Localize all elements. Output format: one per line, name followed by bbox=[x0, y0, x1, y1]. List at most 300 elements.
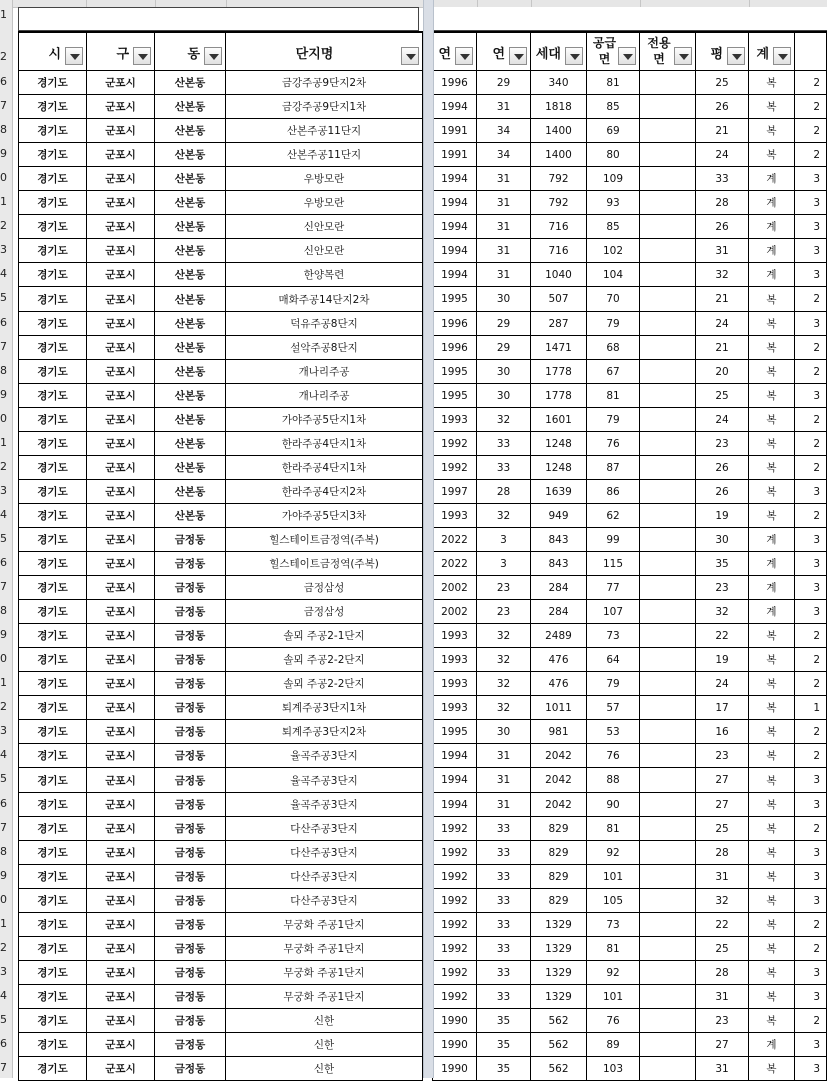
table-cell[interactable] bbox=[432, 1057, 477, 1081]
table-cell[interactable] bbox=[18, 600, 87, 624]
title-row-cell[interactable] bbox=[434, 7, 827, 31]
table-cell[interactable] bbox=[587, 191, 640, 215]
table-cell[interactable] bbox=[696, 937, 749, 961]
table-cell[interactable] bbox=[749, 1009, 795, 1033]
table-cell[interactable] bbox=[749, 215, 795, 239]
table-cell[interactable] bbox=[226, 1057, 423, 1081]
table-cell[interactable] bbox=[226, 312, 423, 336]
table-cell[interactable] bbox=[696, 528, 749, 552]
table-cell[interactable] bbox=[640, 624, 696, 648]
row-number[interactable]: 5 bbox=[0, 532, 7, 545]
table-cell[interactable] bbox=[477, 215, 531, 239]
table-cell[interactable] bbox=[640, 239, 696, 263]
table-cell[interactable] bbox=[531, 865, 587, 889]
table-cell[interactable] bbox=[87, 985, 155, 1009]
table-cell[interactable] bbox=[226, 95, 423, 119]
table-cell[interactable] bbox=[531, 937, 587, 961]
row-number[interactable]: 3 bbox=[0, 484, 7, 497]
table-cell[interactable] bbox=[477, 480, 531, 504]
table-cell[interactable] bbox=[696, 985, 749, 1009]
table-cell[interactable] bbox=[18, 336, 87, 360]
table-cell[interactable] bbox=[749, 336, 795, 360]
table-cell[interactable] bbox=[696, 480, 749, 504]
table-cell[interactable] bbox=[696, 119, 749, 143]
table-cell[interactable] bbox=[795, 865, 827, 889]
table-cell[interactable] bbox=[87, 480, 155, 504]
table-cell[interactable] bbox=[226, 287, 423, 312]
table-cell[interactable] bbox=[795, 336, 827, 360]
table-cell[interactable] bbox=[87, 95, 155, 119]
table-cell[interactable] bbox=[226, 71, 423, 95]
table-cell[interactable] bbox=[749, 552, 795, 576]
table-cell[interactable] bbox=[432, 744, 477, 768]
table-cell[interactable] bbox=[696, 624, 749, 648]
table-cell[interactable] bbox=[18, 768, 87, 793]
table-cell[interactable] bbox=[640, 1009, 696, 1033]
filter-dropdown-icon[interactable] bbox=[674, 47, 692, 65]
table-cell[interactable] bbox=[696, 215, 749, 239]
table-cell[interactable] bbox=[795, 119, 827, 143]
table-cell[interactable] bbox=[640, 985, 696, 1009]
row-number[interactable]: 6 bbox=[0, 1037, 7, 1050]
table-cell[interactable] bbox=[432, 937, 477, 961]
table-cell[interactable] bbox=[795, 552, 827, 576]
row-number[interactable]: 3 bbox=[0, 965, 7, 978]
table-cell[interactable] bbox=[795, 793, 827, 817]
table-cell[interactable] bbox=[87, 312, 155, 336]
table-cell[interactable] bbox=[432, 985, 477, 1009]
table-cell[interactable] bbox=[18, 167, 87, 191]
table-cell[interactable] bbox=[696, 504, 749, 528]
table-cell[interactable] bbox=[696, 263, 749, 287]
table-cell[interactable] bbox=[587, 504, 640, 528]
table-cell[interactable] bbox=[477, 576, 531, 600]
table-cell[interactable] bbox=[87, 552, 155, 576]
table-cell[interactable] bbox=[749, 71, 795, 95]
table-cell[interactable] bbox=[87, 191, 155, 215]
table-cell[interactable] bbox=[531, 913, 587, 937]
table-cell[interactable] bbox=[587, 961, 640, 985]
row-number[interactable]: 6 bbox=[0, 75, 7, 88]
row-number[interactable]: 2 bbox=[0, 700, 7, 713]
row-number[interactable]: 1 bbox=[0, 676, 7, 689]
table-cell[interactable] bbox=[155, 1009, 226, 1033]
table-cell[interactable] bbox=[87, 768, 155, 793]
table-cell[interactable] bbox=[587, 336, 640, 360]
table-cell[interactable] bbox=[696, 744, 749, 768]
table-cell[interactable] bbox=[640, 817, 696, 841]
table-cell[interactable] bbox=[155, 985, 226, 1009]
row-number[interactable]: 3 bbox=[0, 724, 7, 737]
table-cell[interactable] bbox=[749, 528, 795, 552]
table-cell[interactable] bbox=[226, 985, 423, 1009]
row-number[interactable]: 9 bbox=[0, 628, 7, 641]
table-cell[interactable] bbox=[696, 287, 749, 312]
table-cell[interactable] bbox=[587, 432, 640, 456]
table-cell[interactable] bbox=[226, 504, 423, 528]
table-cell[interactable] bbox=[531, 432, 587, 456]
table-cell[interactable] bbox=[795, 913, 827, 937]
table-cell[interactable] bbox=[226, 793, 423, 817]
table-cell[interactable] bbox=[432, 336, 477, 360]
table-cell[interactable] bbox=[226, 215, 423, 239]
table-cell[interactable] bbox=[795, 817, 827, 841]
table-cell[interactable] bbox=[640, 167, 696, 191]
row-number[interactable]: 6 bbox=[0, 316, 7, 329]
table-cell[interactable] bbox=[477, 937, 531, 961]
table-cell[interactable] bbox=[640, 1033, 696, 1057]
table-cell[interactable] bbox=[432, 408, 477, 432]
table-cell[interactable] bbox=[587, 1057, 640, 1081]
table-cell[interactable] bbox=[477, 865, 531, 889]
table-cell[interactable] bbox=[226, 1033, 423, 1057]
table-cell[interactable] bbox=[795, 504, 827, 528]
table-cell[interactable] bbox=[531, 119, 587, 143]
table-cell[interactable] bbox=[696, 672, 749, 696]
table-cell[interactable] bbox=[18, 480, 87, 504]
table-cell[interactable] bbox=[749, 143, 795, 167]
table-cell[interactable] bbox=[432, 432, 477, 456]
filter-dropdown-icon[interactable] bbox=[565, 47, 583, 65]
table-cell[interactable] bbox=[477, 624, 531, 648]
table-cell[interactable] bbox=[749, 312, 795, 336]
table-cell[interactable] bbox=[587, 408, 640, 432]
table-cell[interactable] bbox=[587, 937, 640, 961]
table-cell[interactable] bbox=[696, 456, 749, 480]
table-cell[interactable] bbox=[587, 480, 640, 504]
table-cell[interactable] bbox=[640, 360, 696, 384]
row-number[interactable]: 3 bbox=[0, 243, 7, 256]
table-cell[interactable] bbox=[477, 1033, 531, 1057]
table-cell[interactable] bbox=[155, 95, 226, 119]
table-cell[interactable] bbox=[795, 1057, 827, 1081]
table-cell[interactable] bbox=[531, 191, 587, 215]
table-cell[interactable] bbox=[531, 360, 587, 384]
table-cell[interactable] bbox=[18, 384, 87, 408]
table-cell[interactable] bbox=[696, 432, 749, 456]
table-cell[interactable] bbox=[749, 239, 795, 263]
table-cell[interactable] bbox=[226, 456, 423, 480]
row-number[interactable]: 7 bbox=[0, 580, 7, 593]
table-cell[interactable] bbox=[795, 480, 827, 504]
table-cell[interactable] bbox=[155, 720, 226, 744]
table-cell[interactable] bbox=[155, 1033, 226, 1057]
table-cell[interactable] bbox=[587, 215, 640, 239]
table-cell[interactable] bbox=[18, 263, 87, 287]
table-cell[interactable] bbox=[226, 913, 423, 937]
table-cell[interactable] bbox=[795, 191, 827, 215]
row-number[interactable]: 1 bbox=[0, 8, 7, 21]
table-cell[interactable] bbox=[432, 624, 477, 648]
table-cell[interactable] bbox=[87, 263, 155, 287]
table-cell[interactable] bbox=[749, 167, 795, 191]
table-cell[interactable] bbox=[477, 456, 531, 480]
table-cell[interactable] bbox=[155, 336, 226, 360]
table-cell[interactable] bbox=[87, 696, 155, 720]
table-cell[interactable] bbox=[587, 744, 640, 768]
table-cell[interactable] bbox=[531, 552, 587, 576]
table-cell[interactable] bbox=[795, 215, 827, 239]
table-cell[interactable] bbox=[18, 1009, 87, 1033]
table-cell[interactable] bbox=[87, 215, 155, 239]
table-cell[interactable] bbox=[749, 793, 795, 817]
table-cell[interactable] bbox=[18, 191, 87, 215]
table-cell[interactable] bbox=[531, 287, 587, 312]
table-cell[interactable] bbox=[226, 817, 423, 841]
table-cell[interactable] bbox=[432, 456, 477, 480]
table-cell[interactable] bbox=[587, 672, 640, 696]
table-cell[interactable] bbox=[226, 961, 423, 985]
table-cell[interactable] bbox=[696, 841, 749, 865]
table-cell[interactable] bbox=[749, 263, 795, 287]
table-cell[interactable] bbox=[155, 576, 226, 600]
table-cell[interactable] bbox=[87, 600, 155, 624]
table-cell[interactable] bbox=[432, 312, 477, 336]
table-cell[interactable] bbox=[87, 1057, 155, 1081]
table-cell[interactable] bbox=[640, 672, 696, 696]
table-cell[interactable] bbox=[155, 744, 226, 768]
table-cell[interactable] bbox=[18, 817, 87, 841]
row-number[interactable]: 6 bbox=[0, 556, 7, 569]
table-cell[interactable] bbox=[640, 384, 696, 408]
table-cell[interactable] bbox=[477, 167, 531, 191]
table-cell[interactable] bbox=[18, 624, 87, 648]
table-cell[interactable] bbox=[795, 95, 827, 119]
table-cell[interactable] bbox=[696, 1009, 749, 1033]
table-cell[interactable] bbox=[696, 817, 749, 841]
header-cell[interactable] bbox=[587, 31, 640, 71]
table-cell[interactable] bbox=[531, 600, 587, 624]
row-number[interactable]: 7 bbox=[0, 99, 7, 112]
table-cell[interactable] bbox=[531, 504, 587, 528]
table-cell[interactable] bbox=[18, 432, 87, 456]
table-cell[interactable] bbox=[696, 576, 749, 600]
table-cell[interactable] bbox=[226, 239, 423, 263]
table-cell[interactable] bbox=[155, 1057, 226, 1081]
table-cell[interactable] bbox=[226, 648, 423, 672]
table-cell[interactable] bbox=[226, 528, 423, 552]
table-cell[interactable] bbox=[477, 408, 531, 432]
table-cell[interactable] bbox=[795, 432, 827, 456]
filter-dropdown-icon[interactable] bbox=[455, 47, 473, 65]
table-cell[interactable] bbox=[155, 408, 226, 432]
table-cell[interactable] bbox=[531, 793, 587, 817]
table-cell[interactable] bbox=[795, 889, 827, 913]
table-cell[interactable] bbox=[477, 432, 531, 456]
table-cell[interactable] bbox=[226, 696, 423, 720]
table-cell[interactable] bbox=[795, 1009, 827, 1033]
table-cell[interactable] bbox=[531, 528, 587, 552]
table-cell[interactable] bbox=[477, 552, 531, 576]
row-number[interactable]: 2 bbox=[0, 219, 7, 232]
table-cell[interactable] bbox=[87, 456, 155, 480]
table-cell[interactable] bbox=[795, 312, 827, 336]
table-cell[interactable] bbox=[87, 528, 155, 552]
table-cell[interactable] bbox=[226, 432, 423, 456]
table-cell[interactable] bbox=[18, 720, 87, 744]
table-cell[interactable] bbox=[640, 71, 696, 95]
table-cell[interactable] bbox=[226, 937, 423, 961]
table-cell[interactable] bbox=[155, 913, 226, 937]
table-cell[interactable] bbox=[640, 119, 696, 143]
table-cell[interactable] bbox=[18, 456, 87, 480]
row-number[interactable]: 7 bbox=[0, 1061, 7, 1074]
table-cell[interactable] bbox=[696, 961, 749, 985]
table-cell[interactable] bbox=[477, 1009, 531, 1033]
table-cell[interactable] bbox=[477, 841, 531, 865]
table-cell[interactable] bbox=[477, 744, 531, 768]
table-cell[interactable] bbox=[155, 552, 226, 576]
table-cell[interactable] bbox=[795, 71, 827, 95]
table-cell[interactable] bbox=[640, 720, 696, 744]
table-cell[interactable] bbox=[432, 215, 477, 239]
table-cell[interactable] bbox=[640, 480, 696, 504]
table-cell[interactable] bbox=[696, 312, 749, 336]
table-cell[interactable] bbox=[226, 576, 423, 600]
table-cell[interactable] bbox=[18, 239, 87, 263]
table-cell[interactable] bbox=[795, 961, 827, 985]
table-cell[interactable] bbox=[749, 961, 795, 985]
table-cell[interactable] bbox=[226, 720, 423, 744]
filter-dropdown-icon[interactable] bbox=[401, 47, 419, 65]
table-cell[interactable] bbox=[477, 504, 531, 528]
table-cell[interactable] bbox=[795, 1033, 827, 1057]
table-cell[interactable] bbox=[477, 889, 531, 913]
table-cell[interactable] bbox=[749, 287, 795, 312]
table-cell[interactable] bbox=[531, 71, 587, 95]
table-cell[interactable] bbox=[432, 480, 477, 504]
table-cell[interactable] bbox=[432, 648, 477, 672]
table-cell[interactable] bbox=[18, 1057, 87, 1081]
table-cell[interactable] bbox=[432, 576, 477, 600]
table-cell[interactable] bbox=[531, 167, 587, 191]
table-cell[interactable] bbox=[587, 696, 640, 720]
header-cell[interactable] bbox=[87, 31, 155, 71]
table-cell[interactable] bbox=[477, 95, 531, 119]
table-cell[interactable] bbox=[432, 528, 477, 552]
table-cell[interactable] bbox=[795, 143, 827, 167]
table-cell[interactable] bbox=[18, 937, 87, 961]
table-cell[interactable] bbox=[587, 817, 640, 841]
table-cell[interactable] bbox=[477, 263, 531, 287]
table-cell[interactable] bbox=[696, 600, 749, 624]
table-cell[interactable] bbox=[749, 360, 795, 384]
table-cell[interactable] bbox=[432, 913, 477, 937]
table-cell[interactable] bbox=[155, 600, 226, 624]
table-cell[interactable] bbox=[795, 239, 827, 263]
table-cell[interactable] bbox=[696, 1033, 749, 1057]
table-cell[interactable] bbox=[640, 287, 696, 312]
row-number[interactable]: 1 bbox=[0, 917, 7, 930]
row-number[interactable]: 7 bbox=[0, 821, 7, 834]
table-cell[interactable] bbox=[531, 312, 587, 336]
table-cell[interactable] bbox=[749, 768, 795, 793]
table-cell[interactable] bbox=[477, 312, 531, 336]
table-cell[interactable] bbox=[749, 817, 795, 841]
table-cell[interactable] bbox=[477, 817, 531, 841]
table-cell[interactable] bbox=[749, 624, 795, 648]
filter-dropdown-icon[interactable] bbox=[204, 47, 222, 65]
table-cell[interactable] bbox=[155, 480, 226, 504]
table-cell[interactable] bbox=[226, 889, 423, 913]
table-cell[interactable] bbox=[531, 576, 587, 600]
header-cell[interactable] bbox=[640, 31, 696, 71]
table-cell[interactable] bbox=[477, 528, 531, 552]
table-cell[interactable] bbox=[18, 143, 87, 167]
table-cell[interactable] bbox=[18, 504, 87, 528]
table-cell[interactable] bbox=[226, 552, 423, 576]
table-cell[interactable] bbox=[749, 1033, 795, 1057]
table-cell[interactable] bbox=[87, 841, 155, 865]
row-number[interactable]: 4 bbox=[0, 508, 7, 521]
row-number[interactable]: 0 bbox=[0, 412, 7, 425]
table-cell[interactable] bbox=[155, 71, 226, 95]
table-cell[interactable] bbox=[87, 817, 155, 841]
table-cell[interactable] bbox=[795, 768, 827, 793]
table-cell[interactable] bbox=[696, 239, 749, 263]
table-cell[interactable] bbox=[432, 71, 477, 95]
row-number[interactable]: 8 bbox=[0, 845, 7, 858]
table-cell[interactable] bbox=[155, 841, 226, 865]
table-cell[interactable] bbox=[432, 552, 477, 576]
table-cell[interactable] bbox=[640, 263, 696, 287]
table-cell[interactable] bbox=[696, 408, 749, 432]
table-cell[interactable] bbox=[87, 576, 155, 600]
header-cell[interactable] bbox=[432, 31, 477, 71]
table-cell[interactable] bbox=[226, 865, 423, 889]
table-cell[interactable] bbox=[18, 528, 87, 552]
table-cell[interactable] bbox=[531, 215, 587, 239]
table-cell[interactable] bbox=[87, 119, 155, 143]
table-cell[interactable] bbox=[587, 768, 640, 793]
table-cell[interactable] bbox=[87, 624, 155, 648]
table-cell[interactable] bbox=[795, 696, 827, 720]
table-cell[interactable] bbox=[87, 143, 155, 167]
table-cell[interactable] bbox=[226, 384, 423, 408]
header-cell[interactable] bbox=[477, 31, 531, 71]
table-cell[interactable] bbox=[155, 624, 226, 648]
table-cell[interactable] bbox=[587, 865, 640, 889]
table-cell[interactable] bbox=[795, 263, 827, 287]
table-cell[interactable] bbox=[749, 504, 795, 528]
row-number[interactable]: 9 bbox=[0, 869, 7, 882]
table-cell[interactable] bbox=[531, 696, 587, 720]
row-number[interactable]: 1 bbox=[0, 195, 7, 208]
table-cell[interactable] bbox=[795, 360, 827, 384]
table-cell[interactable] bbox=[87, 648, 155, 672]
table-cell[interactable] bbox=[640, 143, 696, 167]
header-cell[interactable] bbox=[18, 31, 87, 71]
filter-dropdown-icon[interactable] bbox=[727, 47, 745, 65]
table-cell[interactable] bbox=[432, 504, 477, 528]
table-cell[interactable] bbox=[696, 648, 749, 672]
row-number[interactable]: 8 bbox=[0, 123, 7, 136]
table-cell[interactable] bbox=[18, 576, 87, 600]
table-cell[interactable] bbox=[531, 1009, 587, 1033]
table-cell[interactable] bbox=[640, 937, 696, 961]
table-cell[interactable] bbox=[477, 696, 531, 720]
table-cell[interactable] bbox=[696, 336, 749, 360]
table-cell[interactable] bbox=[587, 239, 640, 263]
table-cell[interactable] bbox=[477, 768, 531, 793]
table-cell[interactable] bbox=[226, 360, 423, 384]
table-cell[interactable] bbox=[155, 287, 226, 312]
table-cell[interactable] bbox=[87, 336, 155, 360]
table-cell[interactable] bbox=[432, 263, 477, 287]
table-cell[interactable] bbox=[226, 336, 423, 360]
table-cell[interactable] bbox=[87, 937, 155, 961]
table-cell[interactable] bbox=[587, 143, 640, 167]
